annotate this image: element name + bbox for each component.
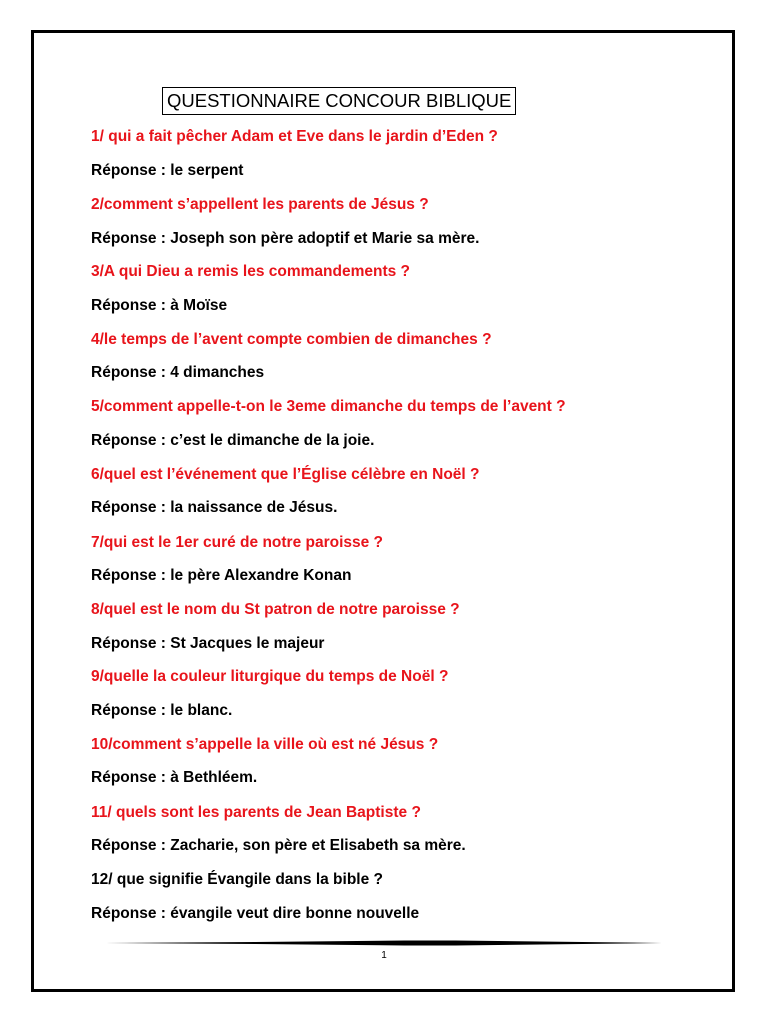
document-title: QUESTIONNAIRE CONCOUR BIBLIQUE [162,87,516,115]
answer-9: Réponse : le blanc. [91,702,233,719]
question-6: 6/quel est l’événement que l’Église célèbre en Noël ? [91,466,480,483]
question-11: 11/ quels sont les parents de Jean Baptiste ? [91,804,421,821]
answer-11: Réponse : Zacharie, son père et Elisabeth sa mère. [91,837,466,854]
question-2: 2/comment s’appellent les parents de Jésus ? [91,196,429,213]
answer-2: Réponse : Joseph son père adoptif et Marie sa mère. [91,230,480,247]
answer-6: Réponse : la naissance de Jésus. [91,499,338,516]
answer-8: Réponse : St Jacques le majeur [91,635,325,652]
question-7: 7/qui est le 1er curé de notre paroisse ? [91,534,384,551]
answer-10: Réponse : à Bethléem. [91,769,258,786]
page-number: 1 [381,950,387,961]
answer-7: Réponse : le père Alexandre Konan [91,567,352,584]
question-10: 10/comment s’appelle la ville où est né Jésus ? [91,736,439,753]
question-8: 8/quel est le nom du St patron de notre paroisse ? [91,601,460,618]
question-12: 12/ que signifie Évangile dans la bible ? [91,871,383,888]
answer-12: Réponse : évangile veut dire bonne nouvelle [91,905,420,922]
question-3: 3/A qui Dieu a remis les commandements ? [91,263,410,280]
question-5: 5/comment appelle-t-on le 3eme dimanche du temps de l’avent ? [91,398,566,415]
question-9: 9/quelle la couleur liturgique du temps de Noël ? [91,668,449,685]
footer-rule [105,940,662,946]
answer-3: Réponse : à Moïse [91,297,228,314]
question-1: 1/ qui a fait pêcher Adam et Eve dans le jardin d’Eden ? [91,128,498,145]
answer-5: Réponse : c’est le dimanche de la joie. [91,432,375,449]
answer-4: Réponse : 4 dimanches [91,364,265,381]
question-4: 4/le temps de l’avent compte combien de dimanches ? [91,331,492,348]
answer-1: Réponse : le serpent [91,162,244,179]
